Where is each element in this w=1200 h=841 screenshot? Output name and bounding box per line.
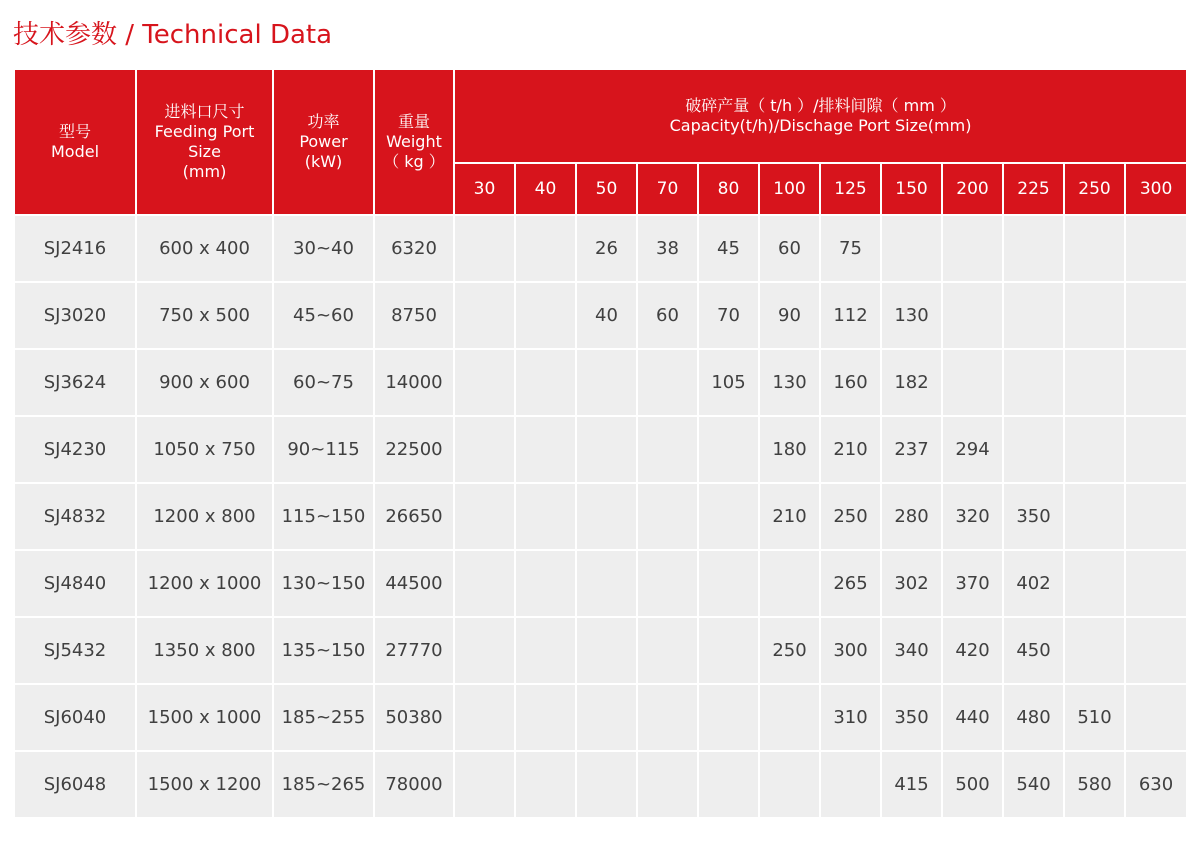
capacity-cell bbox=[515, 282, 576, 349]
capacity-cell bbox=[515, 349, 576, 416]
capacity-cell bbox=[1064, 215, 1125, 282]
capacity-cell bbox=[515, 483, 576, 550]
model-cell: SJ4230 bbox=[14, 416, 136, 483]
capacity-cell bbox=[576, 483, 637, 550]
weight-cell: 6320 bbox=[374, 215, 454, 282]
capacity-cell bbox=[1125, 684, 1187, 751]
power-header bbox=[273, 69, 374, 215]
feeding-port-cell: 1200 x 800 bbox=[136, 483, 273, 550]
capacity-cell: 250 bbox=[759, 617, 820, 684]
weight-header bbox=[374, 69, 454, 215]
capacity-cell bbox=[454, 215, 515, 282]
capacity-cell: 160 bbox=[820, 349, 881, 416]
model-cell: SJ3624 bbox=[14, 349, 136, 416]
power-header-unit: (kW) bbox=[304, 152, 343, 171]
capacity-cell: 510 bbox=[1064, 684, 1125, 751]
capacity-cell: 182 bbox=[881, 349, 942, 416]
table-body bbox=[14, 215, 1187, 818]
capacity-cell bbox=[515, 617, 576, 684]
capacity-cell bbox=[576, 684, 637, 751]
capacity-cell: 130 bbox=[881, 282, 942, 349]
capacity-cell: 300 bbox=[820, 617, 881, 684]
capacity-cell: 210 bbox=[820, 416, 881, 483]
weight-cell: 78000 bbox=[374, 751, 454, 818]
capacity-cell bbox=[1125, 416, 1187, 483]
capacity-cell bbox=[759, 684, 820, 751]
capacity-cell bbox=[637, 416, 698, 483]
weight-header-unit: （ kg ） bbox=[383, 152, 445, 171]
capacity-cell bbox=[576, 349, 637, 416]
capacity-cell bbox=[576, 550, 637, 617]
model-header-zh: 型号 bbox=[58, 122, 91, 141]
capacity-cell bbox=[454, 617, 515, 684]
capacity-cell: 180 bbox=[759, 416, 820, 483]
capacity-cell bbox=[1064, 416, 1125, 483]
capacity-cell: 265 bbox=[820, 550, 881, 617]
power-header-zh: 功率 bbox=[307, 112, 340, 131]
capacity-cell bbox=[637, 684, 698, 751]
capacity-cell: 294 bbox=[942, 416, 1003, 483]
capacity-cell bbox=[637, 751, 698, 818]
feeding-port-cell: 1050 x 750 bbox=[136, 416, 273, 483]
capacity-cell: 26 bbox=[576, 215, 637, 282]
table-row bbox=[14, 215, 1187, 282]
capacity-cell bbox=[698, 416, 759, 483]
weight-cell: 22500 bbox=[374, 416, 454, 483]
model-cell: SJ6040 bbox=[14, 684, 136, 751]
capacity-cell bbox=[637, 349, 698, 416]
capacity-cell bbox=[1125, 282, 1187, 349]
power-cell: 130~150 bbox=[273, 550, 374, 617]
capacity-cell bbox=[515, 550, 576, 617]
capacity-cell: 402 bbox=[1003, 550, 1064, 617]
capacity-cell bbox=[1003, 416, 1064, 483]
capacity-cell: 237 bbox=[881, 416, 942, 483]
capacity-cell: 70 bbox=[698, 282, 759, 349]
capacity-cell bbox=[942, 349, 1003, 416]
capacity-cell bbox=[942, 215, 1003, 282]
capacity-cell: 500 bbox=[942, 751, 1003, 818]
power-cell: 60~75 bbox=[273, 349, 374, 416]
capacity-cell: 130 bbox=[759, 349, 820, 416]
model-header-en: Model bbox=[50, 142, 100, 161]
weight-cell: 27770 bbox=[374, 617, 454, 684]
capacity-cell: 340 bbox=[881, 617, 942, 684]
capacity-cell bbox=[454, 349, 515, 416]
capacity-cell: 420 bbox=[942, 617, 1003, 684]
capacity-cell bbox=[454, 416, 515, 483]
capacity-cell bbox=[1064, 349, 1125, 416]
capacity-cell: 75 bbox=[820, 215, 881, 282]
weight-cell: 44500 bbox=[374, 550, 454, 617]
table-row bbox=[14, 349, 1187, 416]
feeding-port-cell: 750 x 500 bbox=[136, 282, 273, 349]
power-cell: 185~255 bbox=[273, 684, 374, 751]
capacity-cell bbox=[759, 550, 820, 617]
gap-size-header: 40 bbox=[515, 163, 576, 215]
power-cell: 115~150 bbox=[273, 483, 374, 550]
capacity-cell bbox=[1125, 550, 1187, 617]
capacity-cell bbox=[637, 483, 698, 550]
feeding-port-cell: 1350 x 800 bbox=[136, 617, 273, 684]
capacity-cell: 60 bbox=[759, 215, 820, 282]
table-row bbox=[14, 282, 1187, 349]
table-row bbox=[14, 684, 1187, 751]
model-cell: SJ2416 bbox=[14, 215, 136, 282]
capacity-cell: 480 bbox=[1003, 684, 1064, 751]
capacity-cell bbox=[698, 483, 759, 550]
capacity-cell bbox=[515, 416, 576, 483]
feeding-header-unit: (mm) bbox=[182, 162, 227, 181]
gap-size-header: 200 bbox=[942, 163, 1003, 215]
capacity-cell bbox=[515, 684, 576, 751]
capacity-cell bbox=[576, 751, 637, 818]
capacity-cell bbox=[576, 617, 637, 684]
capacity-cell bbox=[698, 550, 759, 617]
feeding-header-zh: 进料口尺寸 bbox=[164, 102, 245, 121]
capacity-cell: 450 bbox=[1003, 617, 1064, 684]
capacity-cell: 415 bbox=[881, 751, 942, 818]
weight-cell: 50380 bbox=[374, 684, 454, 751]
gap-size-header: 300 bbox=[1125, 163, 1187, 215]
capacity-cell bbox=[637, 617, 698, 684]
weight-header-zh: 重量 bbox=[397, 112, 430, 131]
feeding-header-en2: Size bbox=[188, 142, 221, 161]
gap-size-header: 50 bbox=[576, 163, 637, 215]
capacity-cell bbox=[820, 751, 881, 818]
power-cell: 90~115 bbox=[273, 416, 374, 483]
capacity-header-en: Capacity(t/h)/Dischage Port Size(mm) bbox=[669, 116, 972, 135]
capacity-cell: 250 bbox=[820, 483, 881, 550]
capacity-header-zh: 破碎产量（ t/h ）/排料间隙（ mm ） bbox=[685, 96, 956, 115]
capacity-cell: 630 bbox=[1125, 751, 1187, 818]
capacity-cell bbox=[1003, 282, 1064, 349]
capacity-header bbox=[454, 69, 1187, 163]
capacity-cell bbox=[637, 550, 698, 617]
power-cell: 45~60 bbox=[273, 282, 374, 349]
capacity-cell bbox=[881, 215, 942, 282]
capacity-cell bbox=[1064, 483, 1125, 550]
model-cell: SJ6048 bbox=[14, 751, 136, 818]
capacity-cell bbox=[1125, 617, 1187, 684]
capacity-cell: 90 bbox=[759, 282, 820, 349]
capacity-cell bbox=[759, 751, 820, 818]
table-row bbox=[14, 617, 1187, 684]
capacity-cell bbox=[942, 282, 1003, 349]
capacity-cell bbox=[1125, 349, 1187, 416]
capacity-cell bbox=[454, 483, 515, 550]
capacity-cell bbox=[1064, 550, 1125, 617]
power-cell: 185~265 bbox=[273, 751, 374, 818]
feeding-port-cell: 1200 x 1000 bbox=[136, 550, 273, 617]
capacity-cell: 350 bbox=[1003, 483, 1064, 550]
weight-cell: 26650 bbox=[374, 483, 454, 550]
capacity-cell: 38 bbox=[637, 215, 698, 282]
weight-cell: 8750 bbox=[374, 282, 454, 349]
gap-size-header: 150 bbox=[881, 163, 942, 215]
capacity-cell: 540 bbox=[1003, 751, 1064, 818]
gap-size-header: 30 bbox=[454, 163, 515, 215]
capacity-cell bbox=[1003, 215, 1064, 282]
model-cell: SJ4832 bbox=[14, 483, 136, 550]
capacity-cell: 350 bbox=[881, 684, 942, 751]
capacity-cell bbox=[1064, 617, 1125, 684]
power-header-en: Power bbox=[299, 132, 348, 151]
capacity-cell bbox=[1125, 215, 1187, 282]
capacity-cell bbox=[454, 751, 515, 818]
capacity-cell bbox=[1064, 282, 1125, 349]
feeding-header-en: Feeding Port bbox=[154, 122, 255, 141]
model-header bbox=[14, 69, 136, 215]
capacity-cell: 440 bbox=[942, 684, 1003, 751]
capacity-cell bbox=[454, 684, 515, 751]
capacity-cell bbox=[515, 215, 576, 282]
capacity-cell bbox=[454, 282, 515, 349]
table-row bbox=[14, 483, 1187, 550]
capacity-cell: 370 bbox=[942, 550, 1003, 617]
gap-size-header: 225 bbox=[1003, 163, 1064, 215]
feeding-port-cell: 600 x 400 bbox=[136, 215, 273, 282]
capacity-cell: 40 bbox=[576, 282, 637, 349]
capacity-cell: 45 bbox=[698, 215, 759, 282]
model-cell: SJ4840 bbox=[14, 550, 136, 617]
table-row bbox=[14, 550, 1187, 617]
capacity-cell: 580 bbox=[1064, 751, 1125, 818]
capacity-cell: 60 bbox=[637, 282, 698, 349]
feeding-port-cell: 1500 x 1000 bbox=[136, 684, 273, 751]
weight-header-en: Weight bbox=[386, 132, 442, 151]
capacity-cell bbox=[698, 617, 759, 684]
capacity-cell: 320 bbox=[942, 483, 1003, 550]
capacity-cell bbox=[1125, 483, 1187, 550]
capacity-cell bbox=[698, 751, 759, 818]
technical-data-table bbox=[13, 68, 1188, 819]
capacity-cell bbox=[515, 751, 576, 818]
capacity-cell: 105 bbox=[698, 349, 759, 416]
gap-size-header: 80 bbox=[698, 163, 759, 215]
feeding-port-cell: 1500 x 1200 bbox=[136, 751, 273, 818]
model-cell: SJ5432 bbox=[14, 617, 136, 684]
capacity-cell bbox=[576, 416, 637, 483]
capacity-cell bbox=[454, 550, 515, 617]
power-cell: 135~150 bbox=[273, 617, 374, 684]
capacity-cell: 302 bbox=[881, 550, 942, 617]
model-cell: SJ3020 bbox=[14, 282, 136, 349]
capacity-cell bbox=[698, 684, 759, 751]
feeding-port-cell: 900 x 600 bbox=[136, 349, 273, 416]
gap-size-header: 70 bbox=[637, 163, 698, 215]
capacity-cell: 310 bbox=[820, 684, 881, 751]
page-title: 技术参数 / Technical Data bbox=[13, 20, 333, 50]
power-cell: 30~40 bbox=[273, 215, 374, 282]
gap-size-header: 100 bbox=[759, 163, 820, 215]
feeding-port-header bbox=[136, 69, 273, 215]
gap-size-header: 125 bbox=[820, 163, 881, 215]
weight-cell: 14000 bbox=[374, 349, 454, 416]
table-row bbox=[14, 416, 1187, 483]
capacity-cell: 210 bbox=[759, 483, 820, 550]
table-row bbox=[14, 751, 1187, 818]
capacity-cell: 112 bbox=[820, 282, 881, 349]
capacity-cell bbox=[1003, 349, 1064, 416]
capacity-cell: 280 bbox=[881, 483, 942, 550]
gap-size-header: 250 bbox=[1064, 163, 1125, 215]
